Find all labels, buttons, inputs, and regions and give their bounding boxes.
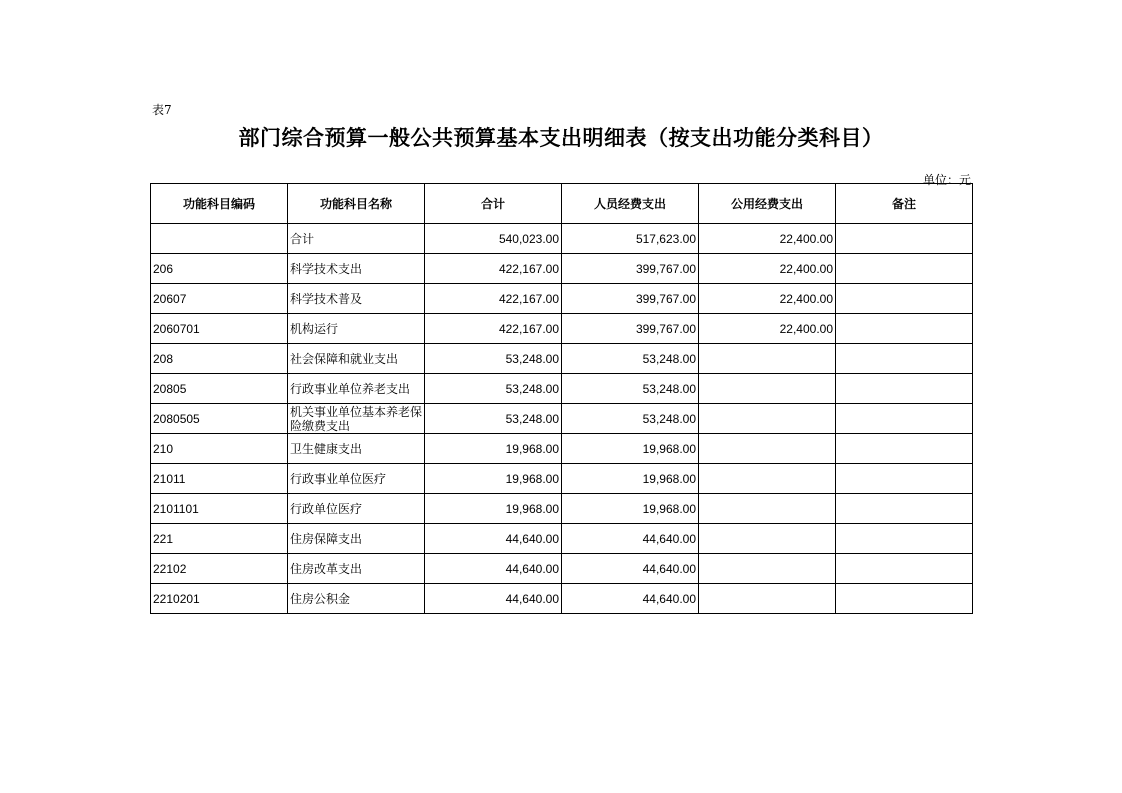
cell-note xyxy=(836,524,973,554)
cell-total: 44,640.00 xyxy=(425,524,562,554)
table-row xyxy=(151,374,973,404)
cell-public xyxy=(699,434,836,464)
cell-public: 22,400.00 xyxy=(699,254,836,284)
cell-name: 机构运行 xyxy=(288,314,425,344)
cell-public: 22,400.00 xyxy=(699,224,836,254)
cell-note xyxy=(836,254,973,284)
cell-code: 2210201 xyxy=(151,584,288,614)
cell-public xyxy=(699,524,836,554)
cell-name: 科学技术支出 xyxy=(288,254,425,284)
cell-code: 20607 xyxy=(151,284,288,314)
cell-total: 19,968.00 xyxy=(425,494,562,524)
cell-name: 科学技术普及 xyxy=(288,284,425,314)
cell-name: 住房公积金 xyxy=(288,584,425,614)
cell-public xyxy=(699,554,836,584)
header-total: 合计 xyxy=(425,184,562,224)
unit-label: 单位：元 xyxy=(922,173,971,187)
cell-name: 住房改革支出 xyxy=(288,554,425,584)
cell-name: 社会保障和就业支出 xyxy=(288,344,425,374)
cell-total: 540,023.00 xyxy=(425,224,562,254)
cell-note xyxy=(836,554,973,584)
cell-total: 53,248.00 xyxy=(425,404,562,434)
cell-personnel: 517,623.00 xyxy=(562,224,699,254)
header-code: 功能科目编码 xyxy=(151,184,288,224)
header-name: 功能科目名称 xyxy=(288,184,425,224)
table-header-row xyxy=(151,184,973,224)
table-row xyxy=(151,254,973,284)
page-title: 部门综合预算一般公共预算基本支出明细表（按支出功能分类科目） xyxy=(238,125,884,150)
table-body xyxy=(151,224,973,614)
cell-total: 19,968.00 xyxy=(425,464,562,494)
cell-personnel: 19,968.00 xyxy=(562,494,699,524)
table-id-label: 表7 xyxy=(152,103,172,117)
cell-code: 2060701 xyxy=(151,314,288,344)
cell-public: 22,400.00 xyxy=(699,284,836,314)
cell-public xyxy=(699,374,836,404)
cell-personnel: 19,968.00 xyxy=(562,434,699,464)
cell-note xyxy=(836,404,973,434)
cell-name: 机关事业单位基本养老保险缴费支出 xyxy=(288,404,425,434)
cell-note xyxy=(836,434,973,464)
cell-personnel: 19,968.00 xyxy=(562,464,699,494)
cell-code: 2101101 xyxy=(151,494,288,524)
cell-public xyxy=(699,344,836,374)
cell-personnel: 44,640.00 xyxy=(562,584,699,614)
cell-personnel: 53,248.00 xyxy=(562,374,699,404)
budget-table xyxy=(150,183,973,614)
table-row xyxy=(151,554,973,584)
header-personnel: 人员经费支出 xyxy=(562,184,699,224)
table-row xyxy=(151,434,973,464)
cell-total: 422,167.00 xyxy=(425,314,562,344)
cell-name: 行政单位医疗 xyxy=(288,494,425,524)
cell-personnel: 399,767.00 xyxy=(562,314,699,344)
cell-name: 卫生健康支出 xyxy=(288,434,425,464)
table-row xyxy=(151,524,973,554)
cell-code: 208 xyxy=(151,344,288,374)
cell-total: 44,640.00 xyxy=(425,584,562,614)
table-row xyxy=(151,314,973,344)
table-row xyxy=(151,584,973,614)
cell-note xyxy=(836,464,973,494)
cell-code: 210 xyxy=(151,434,288,464)
cell-note xyxy=(836,374,973,404)
header-public: 公用经费支出 xyxy=(699,184,836,224)
cell-total: 422,167.00 xyxy=(425,284,562,314)
cell-note xyxy=(836,224,973,254)
cell-name: 住房保障支出 xyxy=(288,524,425,554)
cell-personnel: 44,640.00 xyxy=(562,524,699,554)
table-row xyxy=(151,464,973,494)
cell-personnel: 399,767.00 xyxy=(562,254,699,284)
cell-total: 53,248.00 xyxy=(425,374,562,404)
cell-note xyxy=(836,494,973,524)
cell-code: 221 xyxy=(151,524,288,554)
cell-public xyxy=(699,464,836,494)
cell-total: 44,640.00 xyxy=(425,554,562,584)
table-row xyxy=(151,344,973,374)
cell-note xyxy=(836,284,973,314)
cell-code xyxy=(151,224,288,254)
cell-personnel: 399,767.00 xyxy=(562,284,699,314)
cell-public xyxy=(699,404,836,434)
cell-note xyxy=(836,314,973,344)
cell-name: 行政事业单位养老支出 xyxy=(288,374,425,404)
cell-public xyxy=(699,584,836,614)
cell-total: 19,968.00 xyxy=(425,434,562,464)
cell-total: 422,167.00 xyxy=(425,254,562,284)
cell-code: 206 xyxy=(151,254,288,284)
table-row xyxy=(151,224,973,254)
header-note: 备注 xyxy=(836,184,973,224)
cell-name: 合计 xyxy=(288,224,425,254)
cell-name: 行政事业单位医疗 xyxy=(288,464,425,494)
cell-personnel: 44,640.00 xyxy=(562,554,699,584)
cell-public: 22,400.00 xyxy=(699,314,836,344)
table-row xyxy=(151,284,973,314)
table-row xyxy=(151,494,973,524)
cell-public xyxy=(699,494,836,524)
cell-code: 20805 xyxy=(151,374,288,404)
cell-code: 22102 xyxy=(151,554,288,584)
cell-personnel: 53,248.00 xyxy=(562,344,699,374)
cell-personnel: 53,248.00 xyxy=(562,404,699,434)
cell-code: 2080505 xyxy=(151,404,288,434)
cell-note xyxy=(836,584,973,614)
table-row xyxy=(151,404,973,434)
cell-total: 53,248.00 xyxy=(425,344,562,374)
cell-note xyxy=(836,344,973,374)
cell-code: 21011 xyxy=(151,464,288,494)
